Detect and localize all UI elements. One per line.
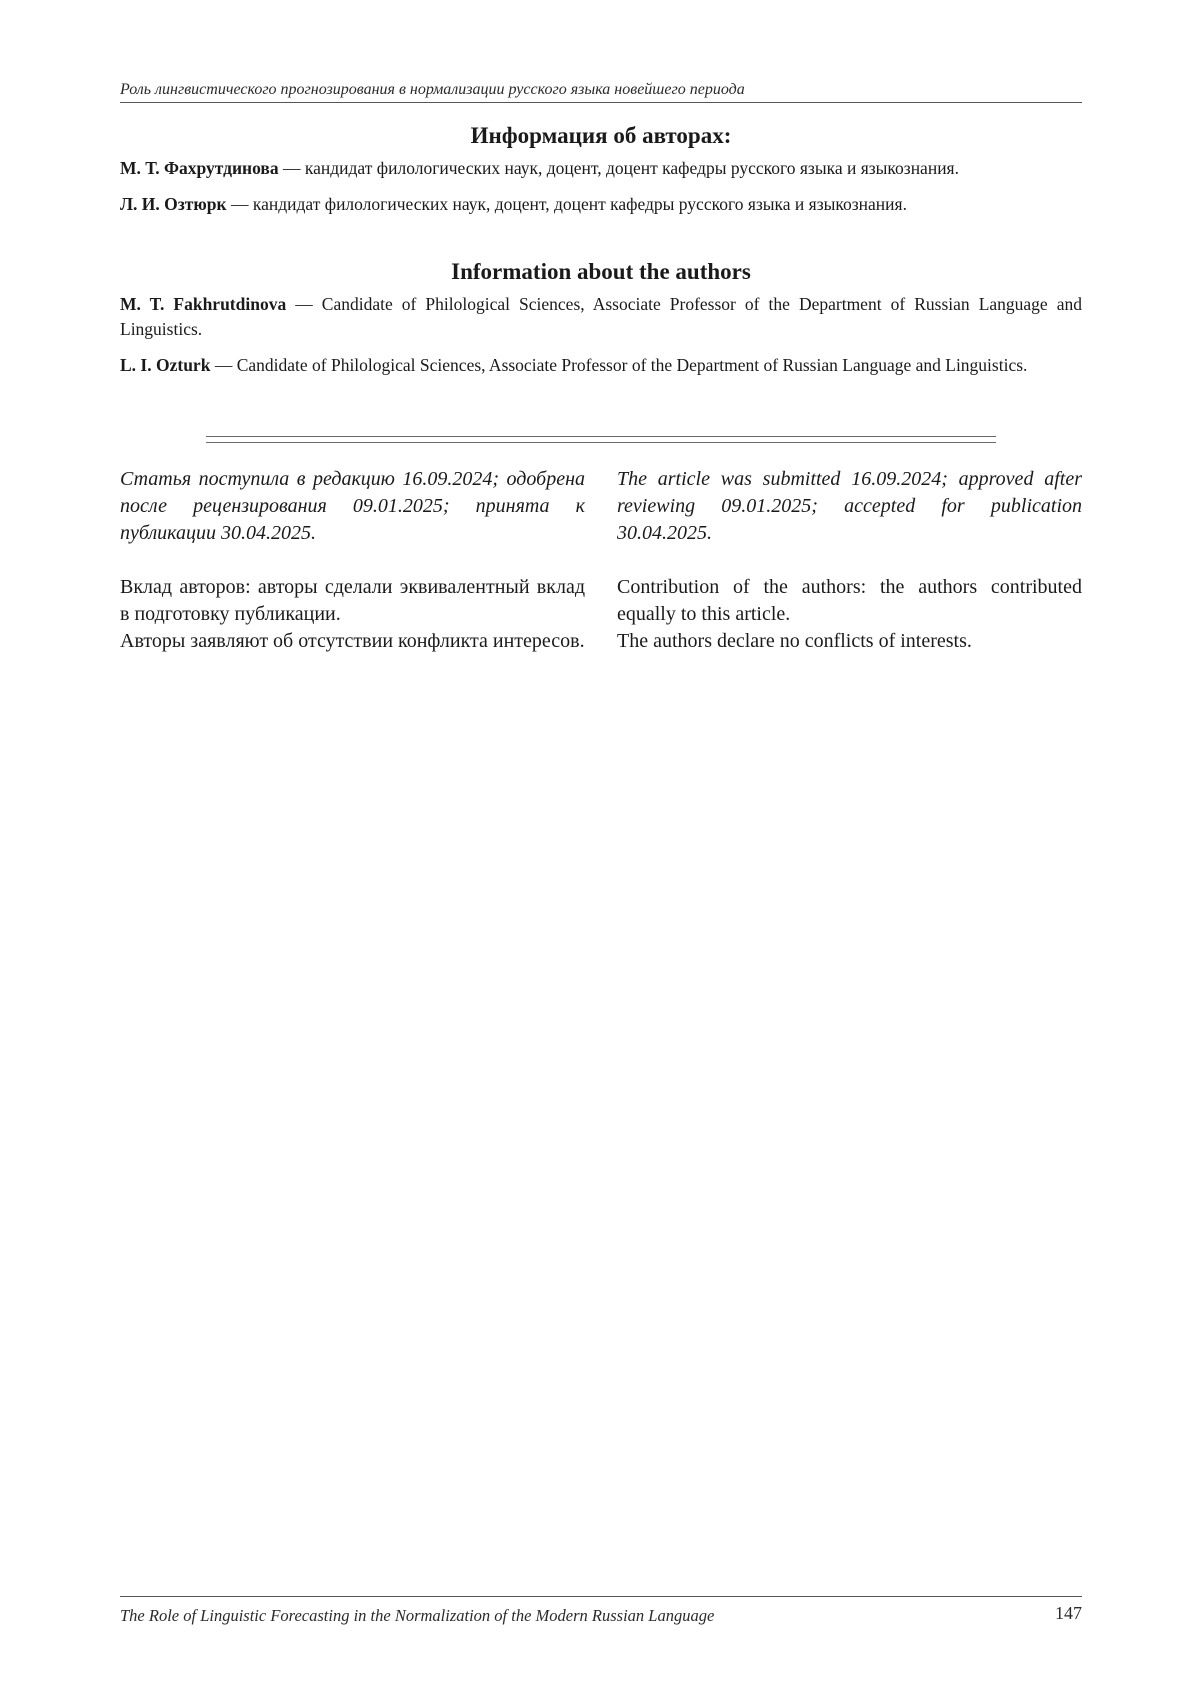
authors-info-russian (120, 122, 1082, 217)
author-name: М. Т. Фахрутдинова (120, 158, 279, 178)
author-name: M. T. Fakhrutdinova (120, 294, 287, 314)
author-entry (120, 292, 1082, 342)
submission-dates: The article was submitted 16.09.2024; approved after reviewing 09.01.2025; accepted for publication 30.04.2025. (617, 468, 1082, 544)
author-description: — Candidate of Philological Sciences, Associate Professor of the Department of Russian Language and Linguistics. (120, 294, 1082, 339)
section-title-ru: Информация об авторах: (470, 123, 732, 148)
article-meta-english (617, 466, 1082, 655)
authors-info-english (120, 258, 1082, 378)
author-entry (120, 156, 1082, 181)
author-entry (120, 353, 1082, 378)
running-footer: The Role of Linguistic Forecasting in the Normalization of the Modern Russian Language (120, 1606, 715, 1625)
article-meta-russian (120, 466, 585, 655)
author-description: — Candidate of Philological Sciences, Associate Professor of the Department of Russian Language and Linguistics. (210, 355, 1028, 375)
running-header: Роль лингвистического прогнозирования в нормализации русского языка новейшего периода (120, 80, 1082, 103)
section-title-en: Information about the authors (451, 259, 751, 284)
conflict-statement: The authors declare no conflicts of interests. (617, 630, 972, 652)
author-description: — кандидат филологических наук, доцент, доцент кафедры русского языка и языкознания. (278, 158, 959, 178)
footer-divider (120, 1596, 1082, 1597)
author-entry (120, 192, 1082, 217)
section-divider (206, 436, 996, 443)
authors-contribution: Contribution of the authors: the authors contributed equally to this article. (617, 576, 1082, 625)
page-number: 147 (1055, 1603, 1082, 1623)
submission-dates: Статья поступила в редакцию 16.09.2024; одобрена после рецензирования 09.01.2025; принята к публикации 30.04.2025. (120, 468, 585, 544)
authors-contribution: Вклад авторов: авторы сделали эквивалентный вклад в подготовку публикации. (120, 576, 585, 625)
author-name: Л. И. Озтюрк (120, 194, 227, 214)
author-description: — кандидат филологических наук, доцент, доцент кафедры русского языка и языкознания. (226, 194, 907, 214)
author-name: L. I. Ozturk (120, 355, 211, 375)
conflict-statement: Авторы заявляют об отсутствии конфликта интересов. (120, 630, 585, 652)
